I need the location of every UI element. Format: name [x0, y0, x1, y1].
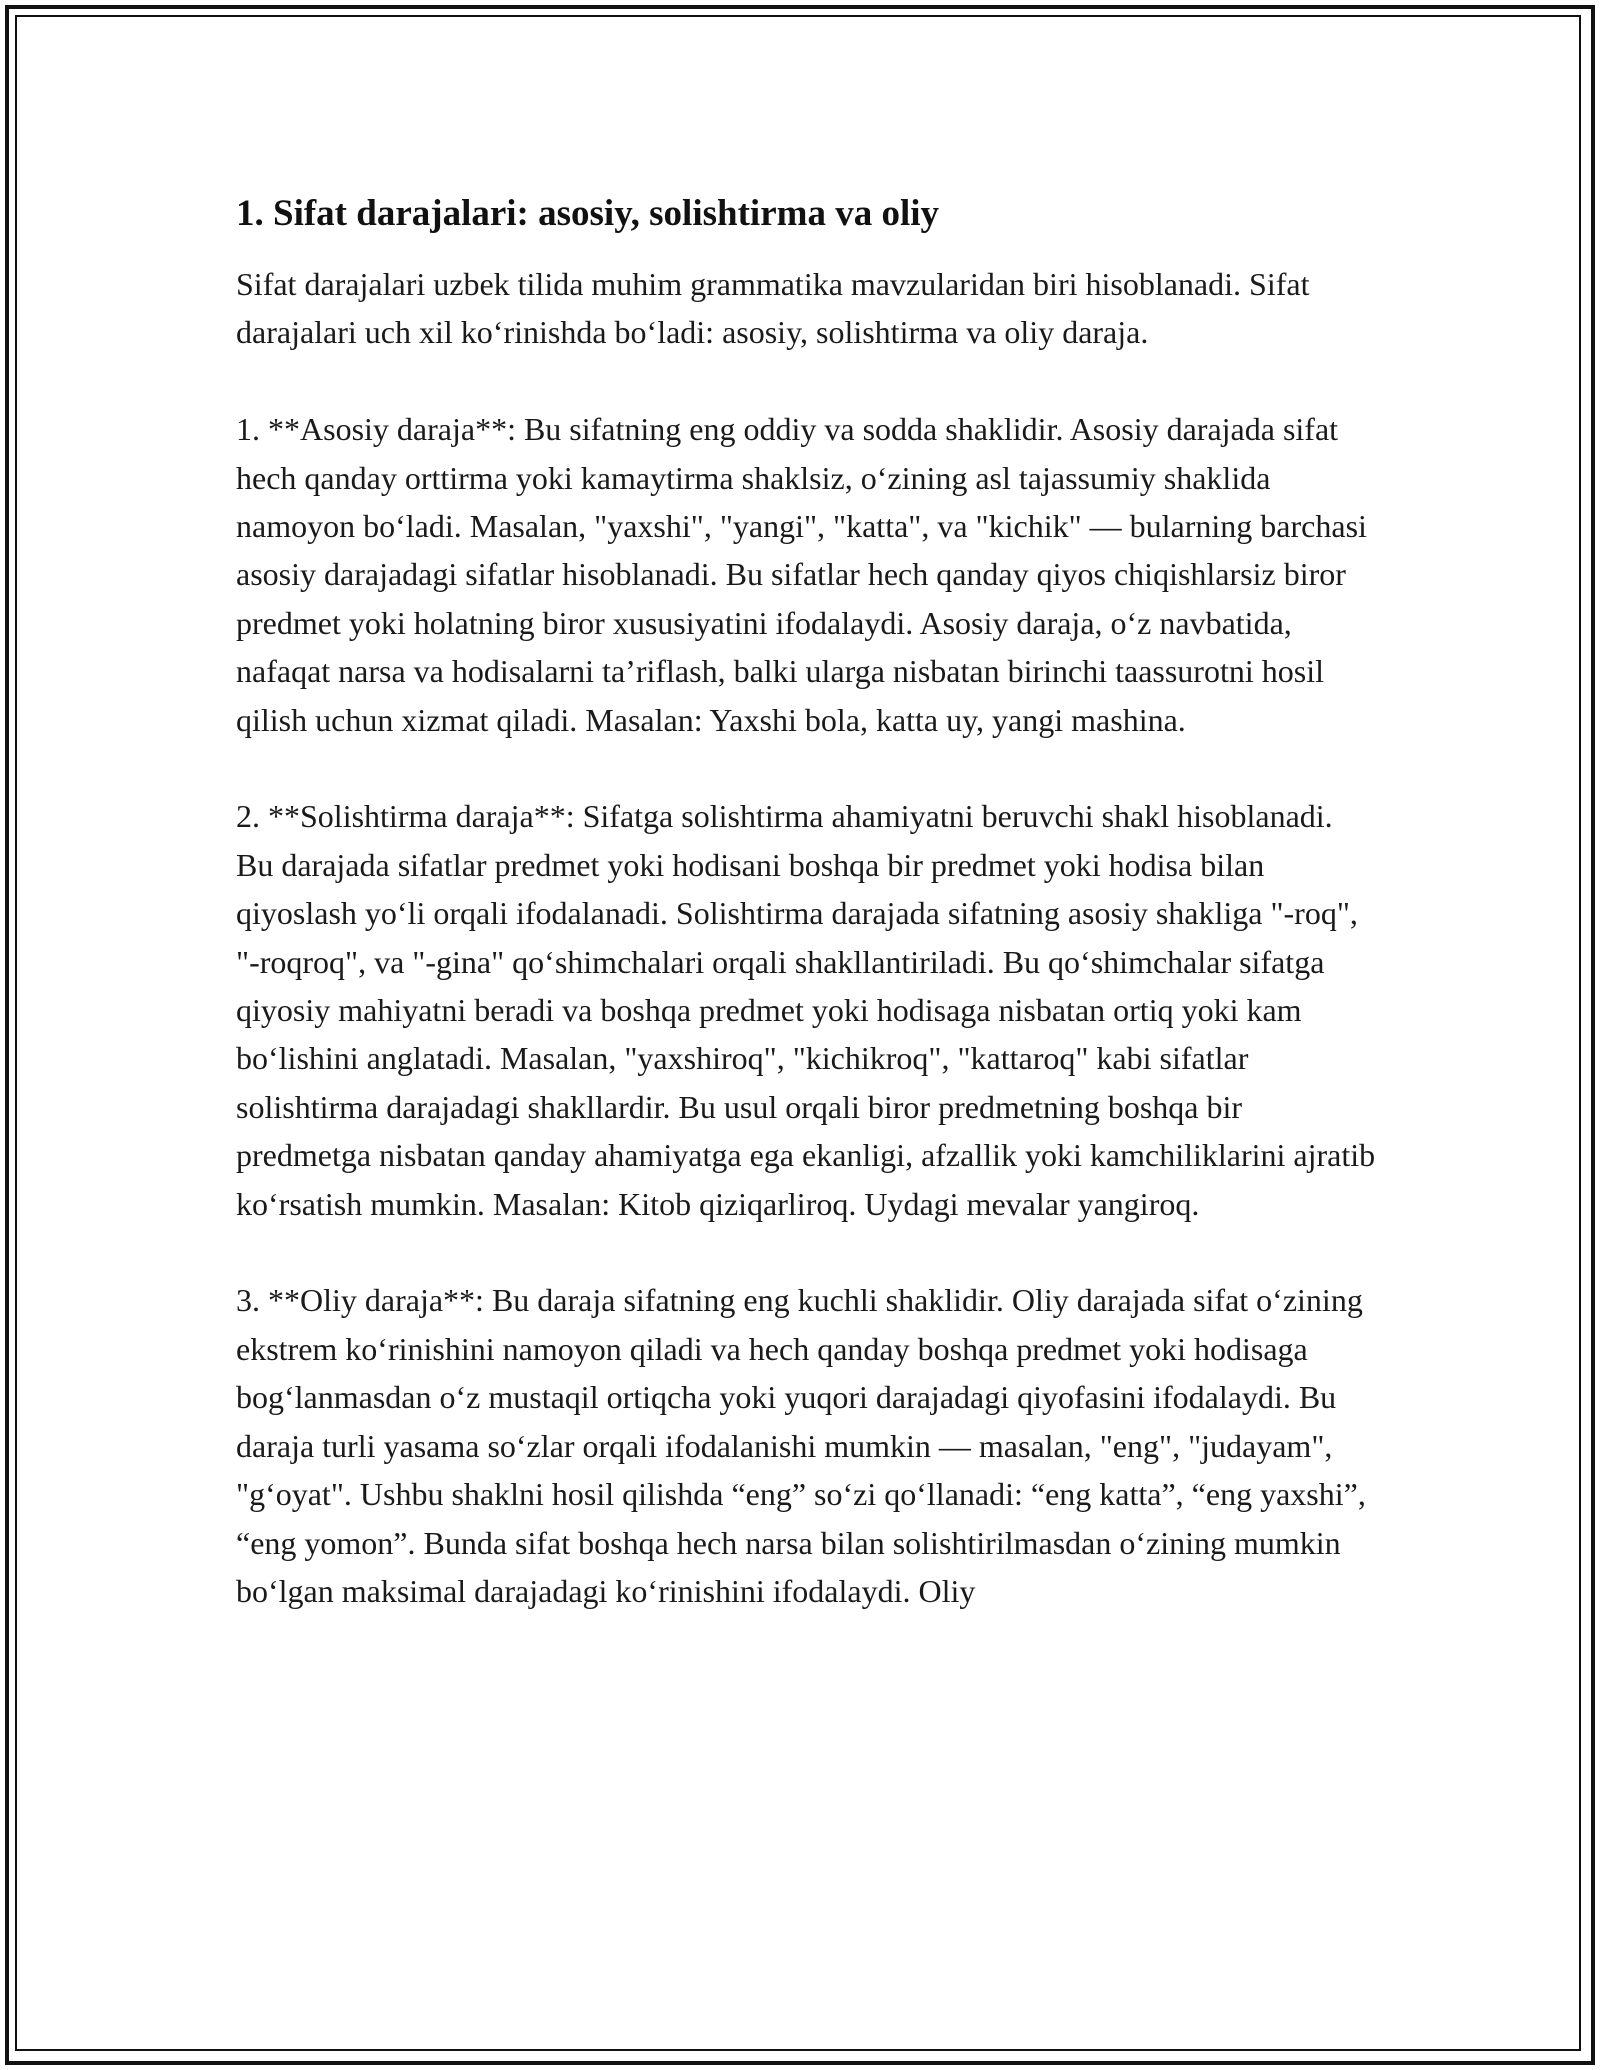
oliy-daraja-paragraph: 3. **Oliy daraja**: Bu daraja sifatning eng kuchli shaklidir. Oliy darajada sifat oʻzining ekstrem koʻrinishini namoyon qiladi va hech qanday boshqa predmet yoki hodisaga bogʻlanmasdan oʻz mustaqil ortiqcha yoki yuqori darajadagi qiyofasini ifodalaydi. Bu daraja turli yasama soʻzlar orqali ifodalanishi mumkin — masalan, "eng", "judayam", "gʻoyat". Ushbu shaklni hosil qilishda “eng” soʻzi qoʻllanadi: “eng katta”, “eng yaxshi”, “eng yomon”. Bunda sifat boshqa hech narsa bilan solishtirilmasdan oʻzining mumkin boʻlgan maksimal darajadagi koʻrinishini ifodalaydi. Oliy [236, 1282, 1366, 1609]
document-body [236, 186, 1376, 1664]
asosiy-daraja-paragraph: 1. **Asosiy daraja**: Bu sifatning eng oddiy va sodda shaklidir. Asosiy darajada sifat hech qanday orttirma yoki kamaytirma shaklsiz, oʻzining asl tajassumiy shaklida namoyon boʻladi. Masalan, "yaxshi", "yangi", "katta", va "kichik" — bularning barchasi asosiy darajadagi sifatlar hisoblanadi. Bu sifatlar hech qanday qiyos chiqishlarsiz biror predmet yoki holatning biror xususiyatini ifodalaydi. Asosiy daraja, oʻz navbatida, nafaqat narsa va hodisalarni taʼriflash, balki ularga nisbatan birinchi taassurotni hosil qilish uchun xizmat qiladi. Masalan: Yaxshi bola, katta uy, yangi mashina. [236, 411, 1367, 738]
document-title: 1. Sifat darajalari: asosiy, solishtirma va oliy [236, 193, 939, 234]
solishtirma-daraja-paragraph: 2. **Solishtirma daraja**: Sifatga solishtirma ahamiyatni beruvchi shakl hisoblanadi. Bu darajada sifatlar predmet yoki hodisani boshqa bir predmet yoki hodisa bilan qiyoslash yoʻli orqali ifodalanadi. Solishtirma darajada sifatning asosiy shakliga "-roq", "-roqroq", va "-gina" qoʻshimchalari orqali shakllantiriladi. Bu qoʻshimchalar sifatga qiyosiy mahiyatni beradi va boshqa predmet yoki hodisaga nisbatan ortiq yoki kam boʻlishini anglatadi. Masalan, "yaxshiroq", "kichikroq", "kattaroq" kabi sifatlar solishtirma darajadagi shakllardir. Bu usul orqali biror predmetning boshqa bir predmetga nisbatan qanday ahamiyatga ega ekanligi, afzallik yoki kamchiliklarini ajratib koʻrsatish mumkin. Masalan: Kitob qiziqarliroq. Uydagi mevalar yangiroq. [236, 798, 1376, 1222]
intro-paragraph: Sifat darajalari uzbek tilida muhim grammatika mavzularidan biri hisoblanadi. Sifat darajalari uch xil koʻrinishda boʻladi: asosiy, solishtirma va oliy daraja. [236, 266, 1310, 351]
